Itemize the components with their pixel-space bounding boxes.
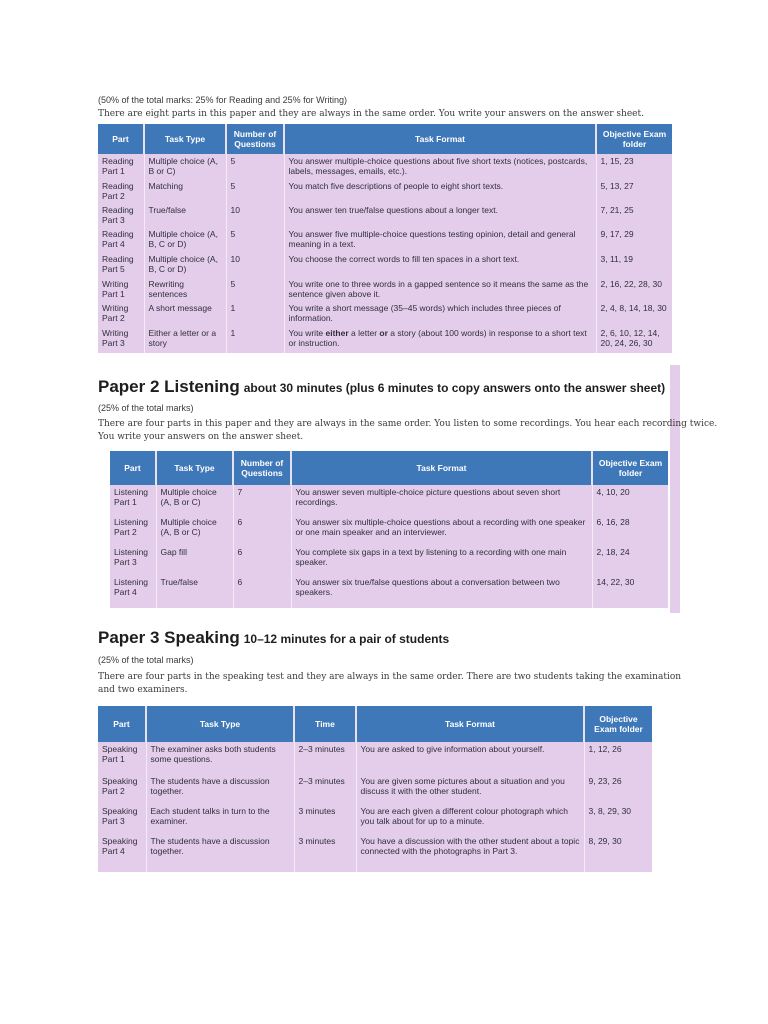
cell-part: Reading Part 3 bbox=[102, 205, 134, 225]
cell-format: You choose the correct words to fill ten spaces in a short text. bbox=[284, 252, 596, 277]
cell-folder: 6, 16, 28 bbox=[592, 515, 668, 545]
paper2-table bbox=[110, 451, 668, 608]
cell-format: You answer six multiple-choice questions about a recording with one speaker or one main speaker and an interviewer. bbox=[291, 515, 592, 545]
format-emphasis: or bbox=[379, 328, 388, 338]
cell-part: Reading Part 5 bbox=[102, 254, 134, 274]
col-header-number: Number of Questions bbox=[233, 451, 291, 485]
cell-format: You have a discussion with the other student about a topic connected with the photographs in Part 3. bbox=[356, 834, 584, 872]
cell-num: 6 bbox=[233, 545, 291, 575]
cell-num: 1 bbox=[226, 326, 284, 353]
cell-type: A short message bbox=[144, 301, 226, 326]
cell-folder: 9, 23, 26 bbox=[584, 774, 652, 804]
cell-folder: 8, 29, 30 bbox=[584, 834, 652, 872]
cell-time: 3 minutes bbox=[294, 834, 356, 872]
cell-type: True/false bbox=[144, 203, 226, 227]
cell-format: You answer seven multiple-choice picture questions about seven short recordings. bbox=[291, 485, 592, 515]
table-row bbox=[98, 301, 672, 326]
cell-num: 5 bbox=[226, 154, 284, 179]
paper2-subtitle: about 30 minutes (plus 6 minutes to copy answers onto the answer sheet) bbox=[243, 381, 666, 395]
paper2-intro-line1: There are four parts in this paper and they are always in the same order. You listen to some recordings. You hear each recording twice. bbox=[98, 419, 718, 429]
paper3-table bbox=[98, 706, 652, 872]
cell-type: Multiple choice (A, B or C) bbox=[144, 154, 226, 179]
cell-part: Reading Part 4 bbox=[102, 229, 134, 249]
col-header-exam-folder: Objective Exam folder bbox=[584, 706, 652, 742]
col-header-number: Number of Questions bbox=[226, 124, 284, 154]
page-edge-strip bbox=[670, 365, 680, 613]
col-header-task-format: Task Format bbox=[291, 451, 592, 485]
cell-folder: 2, 18, 24 bbox=[592, 545, 668, 575]
cell-format: You are asked to give information about yourself. bbox=[356, 742, 584, 774]
paper3-intro-line2: and two examiners. bbox=[98, 685, 188, 695]
table-row bbox=[98, 834, 652, 872]
table-row bbox=[110, 515, 668, 545]
cell-type: The students have a discussion together. bbox=[146, 774, 294, 804]
table-row bbox=[98, 203, 672, 227]
table-row bbox=[98, 774, 652, 804]
cell-folder: 14, 22, 30 bbox=[592, 575, 668, 608]
cell-type: The examiner asks both students some questions. bbox=[146, 742, 294, 774]
table-row bbox=[98, 252, 672, 277]
table-row bbox=[110, 575, 668, 608]
col-header-part: Part bbox=[98, 706, 146, 742]
cell-num: 10 bbox=[226, 203, 284, 227]
cell-format: You answer five multiple-choice questions testing opinion, detail and general meaning in a text. bbox=[284, 227, 596, 252]
table-row bbox=[98, 227, 672, 252]
paper1-table bbox=[98, 124, 672, 353]
table-row bbox=[98, 179, 672, 203]
paper2-marks: (25% of the total marks) bbox=[98, 403, 194, 413]
cell-folder: 1, 15, 23 bbox=[596, 154, 672, 179]
cell-type: The students have a discussion together. bbox=[146, 834, 294, 872]
paper3-heading bbox=[98, 628, 449, 648]
paper2-intro-line2: You write your answers on the answer sheet. bbox=[98, 432, 304, 442]
cell-format: You write one to three words in a gapped sentence so it means the same as the sentence given above it. bbox=[284, 277, 596, 301]
cell-folder: 2, 6, 10, 12, 14, 20, 24, 26, 30 bbox=[596, 326, 672, 353]
cell-format: You answer multiple-choice questions about five short texts (notices, postcards, labels, messages, emails, etc.). bbox=[284, 154, 596, 179]
col-header-time: Time bbox=[294, 706, 356, 742]
cell-folder: 2, 16, 22, 28, 30 bbox=[596, 277, 672, 301]
cell-time: 2–3 minutes bbox=[294, 742, 356, 774]
cell-folder: 1, 12, 26 bbox=[584, 742, 652, 774]
col-header-task-type: Task Type bbox=[144, 124, 226, 154]
cell-part: Writing Part 2 bbox=[102, 303, 129, 323]
col-header-task-format: Task Format bbox=[284, 124, 596, 154]
cell-type: Multiple choice (A, B or C) bbox=[156, 515, 233, 545]
cell-part: Reading Part 2 bbox=[102, 181, 134, 201]
cell-format: You write a short message (35–45 words) which includes three pieces of information. bbox=[284, 301, 596, 326]
cell-type: Multiple choice (A, B or C) bbox=[156, 485, 233, 515]
table-row bbox=[98, 804, 652, 834]
cell-num: 7 bbox=[233, 485, 291, 515]
cell-part: Listening Part 2 bbox=[114, 517, 149, 537]
cell-num: 5 bbox=[226, 179, 284, 203]
cell-part: Speaking Part 1 bbox=[102, 744, 138, 764]
cell-format: You match five descriptions of people to eight short texts. bbox=[284, 179, 596, 203]
cell-num: 5 bbox=[226, 227, 284, 252]
paper1-intro: There are eight parts in this paper and they are always in the same order. You write your answers on the answer sheet. bbox=[98, 109, 644, 119]
cell-folder: 2, 4, 8, 14, 18, 30 bbox=[596, 301, 672, 326]
cell-format: You are given some pictures about a situation and you discuss it with the other student. bbox=[356, 774, 584, 804]
format-text: You write bbox=[288, 328, 326, 338]
cell-format: You answer six true/false questions about a conversation between two speakers. bbox=[291, 575, 592, 608]
col-header-task-format: Task Format bbox=[356, 706, 584, 742]
paper1-marks: (50% of the total marks: 25% for Reading and 25% for Writing) bbox=[98, 95, 347, 105]
cell-folder: 3, 11, 19 bbox=[596, 252, 672, 277]
format-text: a letter bbox=[348, 328, 380, 338]
cell-format: You are each given a different colour photograph which you talk about for up to a minute. bbox=[356, 804, 584, 834]
cell-num: 6 bbox=[233, 575, 291, 608]
cell-num: 1 bbox=[226, 301, 284, 326]
cell-part: Writing Part 3 bbox=[102, 328, 129, 348]
cell-part: Speaking Part 4 bbox=[102, 836, 138, 856]
table-row bbox=[98, 742, 652, 774]
cell-num: 6 bbox=[233, 515, 291, 545]
cell-part: Listening Part 4 bbox=[114, 577, 149, 597]
cell-format: You answer ten true/false questions about a longer text. bbox=[284, 203, 596, 227]
cell-num: 10 bbox=[226, 252, 284, 277]
cell-time: 3 minutes bbox=[294, 804, 356, 834]
format-text: a story (about 100 words) in response to a short text or instruction. bbox=[288, 328, 587, 348]
cell-type: Rewriting sentences bbox=[144, 277, 226, 301]
format-emphasis: either bbox=[325, 328, 349, 338]
table-row bbox=[98, 277, 672, 301]
cell-type: Multiple choice (A, B, C or D) bbox=[144, 227, 226, 252]
cell-folder: 4, 10, 20 bbox=[592, 485, 668, 515]
paper3-subtitle: 10–12 minutes for a pair of students bbox=[243, 632, 450, 646]
cell-format: You complete six gaps in a text by listening to a recording with one main speaker. bbox=[291, 545, 592, 575]
col-header-exam-folder: Objective Exam folder bbox=[596, 124, 672, 154]
paper3-title: Paper 3 Speaking bbox=[98, 628, 240, 647]
cell-type: Each student talks in turn to the examiner. bbox=[146, 804, 294, 834]
cell-part: Speaking Part 2 bbox=[102, 776, 138, 796]
col-header-task-type: Task Type bbox=[146, 706, 294, 742]
cell-part: Writing Part 1 bbox=[102, 279, 129, 299]
col-header-exam-folder: Objective Exam folder bbox=[592, 451, 668, 485]
cell-type: True/false bbox=[156, 575, 233, 608]
table-row bbox=[98, 154, 672, 179]
cell-type: Matching bbox=[144, 179, 226, 203]
cell-folder: 9, 17, 29 bbox=[596, 227, 672, 252]
paper3-marks: (25% of the total marks) bbox=[98, 655, 194, 665]
cell-num: 5 bbox=[226, 277, 284, 301]
paper2-heading bbox=[98, 377, 665, 397]
cell-type: Gap fill bbox=[156, 545, 233, 575]
cell-type: Either a letter or a story bbox=[144, 326, 226, 353]
table-row bbox=[110, 545, 668, 575]
paper3-intro-line1: There are four parts in the speaking test and they are always in the same order. There are two students taking the examination bbox=[98, 672, 682, 682]
col-header-part: Part bbox=[98, 124, 144, 154]
table-row bbox=[110, 485, 668, 515]
cell-folder: 3, 8, 29, 30 bbox=[584, 804, 652, 834]
cell-part: Listening Part 3 bbox=[114, 547, 149, 567]
cell-folder: 7, 21, 25 bbox=[596, 203, 672, 227]
cell-part: Reading Part 1 bbox=[102, 156, 134, 176]
cell-part: Speaking Part 3 bbox=[102, 806, 138, 826]
cell-format bbox=[284, 326, 596, 353]
paper2-title: Paper 2 Listening bbox=[98, 377, 240, 396]
cell-folder: 5, 13, 27 bbox=[596, 179, 672, 203]
table-row bbox=[98, 326, 672, 353]
cell-part: Listening Part 1 bbox=[114, 487, 149, 507]
cell-time: 2–3 minutes bbox=[294, 774, 356, 804]
col-header-task-type: Task Type bbox=[156, 451, 233, 485]
col-header-part: Part bbox=[110, 451, 156, 485]
cell-type: Multiple choice (A, B, C or D) bbox=[144, 252, 226, 277]
